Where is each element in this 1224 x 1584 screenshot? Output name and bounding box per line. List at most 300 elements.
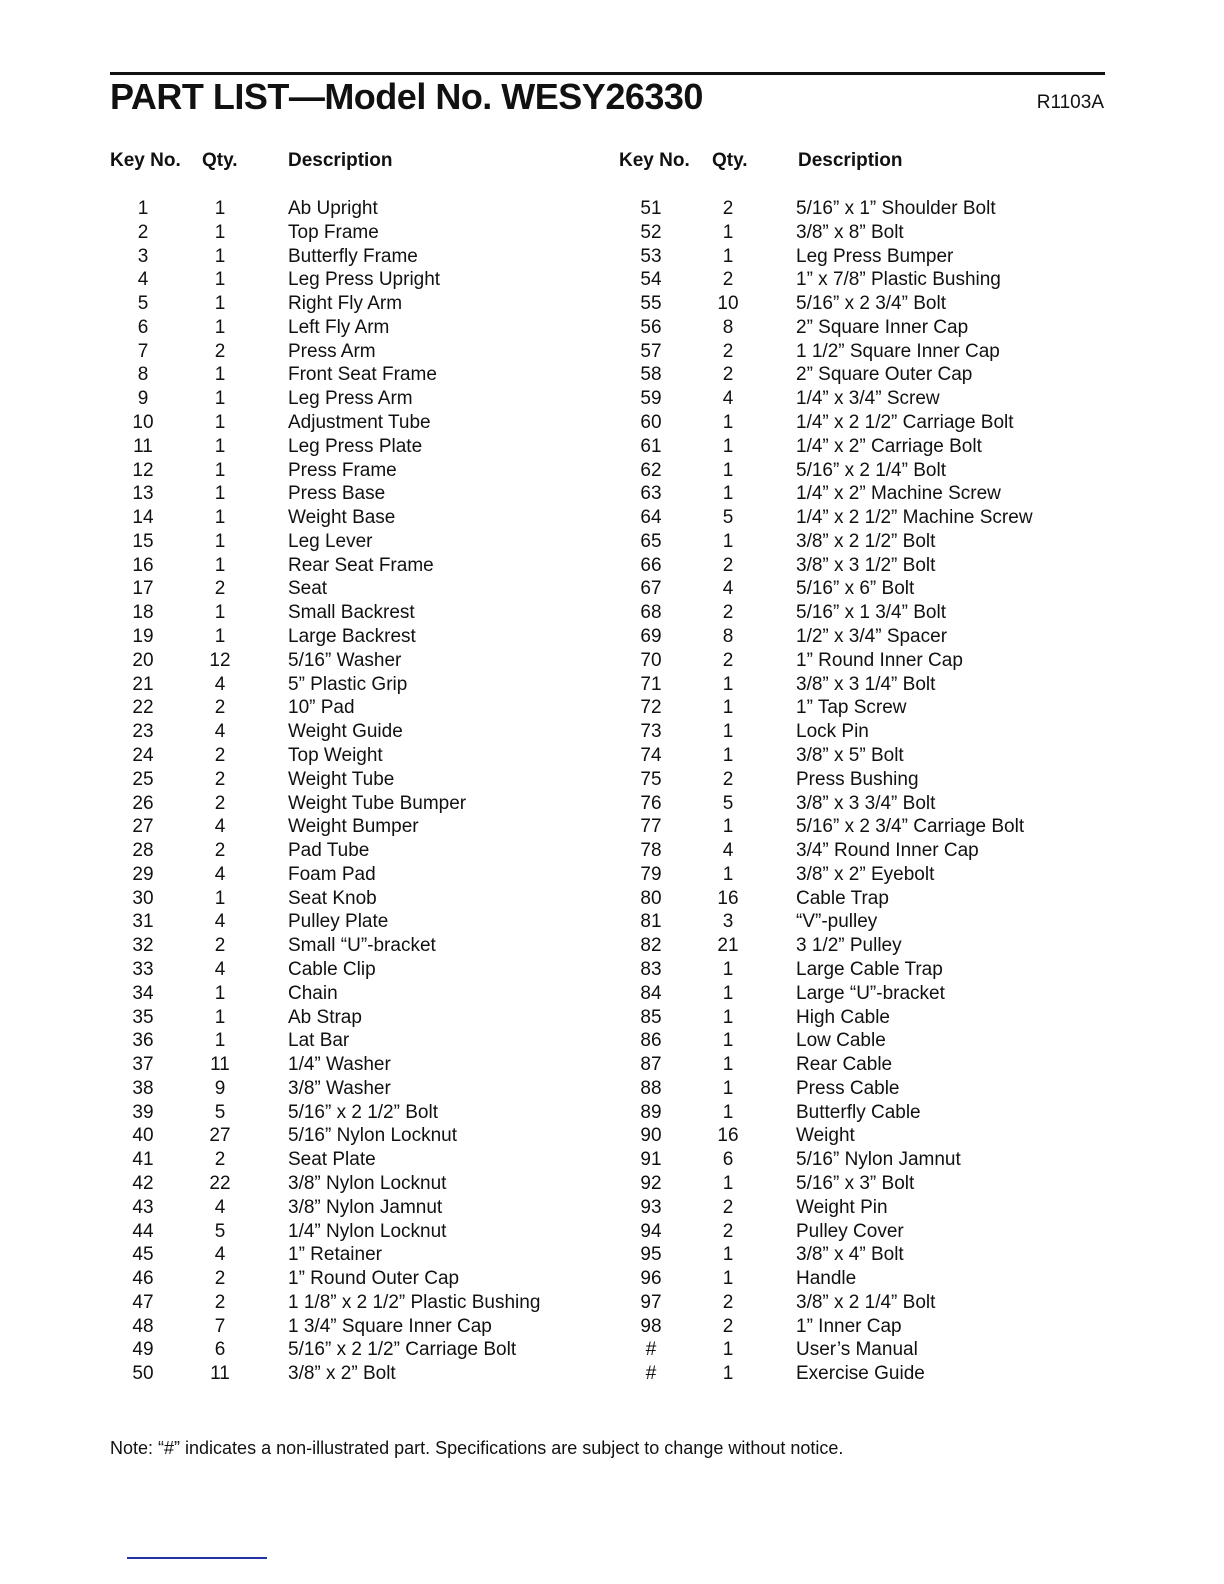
part-key: 38: [132, 1077, 154, 1099]
part-key: 72: [640, 697, 662, 719]
part-key: 27: [132, 816, 154, 838]
part-qty: 1: [214, 626, 226, 648]
part-qty: 1: [722, 1172, 734, 1194]
part-description: “V”-pulley: [796, 911, 878, 933]
part-key: 44: [132, 1220, 154, 1242]
part-description: Leg Lever: [288, 530, 373, 552]
part-key: 53: [640, 245, 662, 267]
part-qty: 1: [214, 602, 226, 624]
part-qty: 3: [722, 911, 734, 933]
part-description: Rear Cable: [796, 1054, 893, 1076]
part-description: Left Fly Arm: [288, 316, 390, 338]
part-key: 64: [640, 507, 662, 529]
part-description: 1/4” Washer: [288, 1054, 391, 1076]
part-key: 24: [132, 744, 154, 766]
part-key: 61: [640, 435, 662, 457]
part-key: 43: [132, 1196, 154, 1218]
part-qty: 2: [722, 364, 734, 386]
part-qty: 12: [209, 649, 231, 671]
part-qty: 21: [717, 935, 739, 957]
part-description: Rear Seat Frame: [288, 554, 434, 576]
part-description: 3/8” x 5” Bolt: [796, 744, 904, 766]
part-description: 1/4” x 3/4” Screw: [796, 388, 940, 410]
part-description: 10” Pad: [288, 697, 355, 719]
part-description: 3/8” x 8” Bolt: [796, 221, 904, 243]
part-qty: 1: [214, 887, 226, 909]
part-description: 3/8” x 2 1/2” Bolt: [796, 530, 936, 552]
part-qty: 1: [722, 245, 734, 267]
part-description: Weight Base: [288, 507, 396, 529]
part-description: Large Backrest: [288, 626, 416, 648]
part-qty: 1: [722, 483, 734, 505]
part-key: 70: [640, 649, 662, 671]
part-key: 79: [640, 863, 662, 885]
part-qty: 2: [722, 602, 734, 624]
part-description: 5/16” Nylon Jamnut: [796, 1149, 961, 1171]
part-qty: 1: [722, 530, 734, 552]
part-key: 82: [640, 935, 662, 957]
part-qty: 6: [722, 1149, 734, 1171]
header-description-right: Description: [798, 150, 903, 171]
part-qty: 1: [214, 507, 226, 529]
part-description: Large “U”-bracket: [796, 982, 945, 1004]
part-description: Pulley Cover: [796, 1220, 904, 1242]
part-qty: 4: [214, 816, 226, 838]
part-qty: 4: [214, 863, 226, 885]
part-qty: 2: [214, 935, 226, 957]
part-qty: 2: [214, 744, 226, 766]
part-description: Exercise Guide: [796, 1363, 925, 1385]
part-key: #: [645, 1339, 657, 1361]
part-key: 9: [137, 388, 149, 410]
part-description: 5” Plastic Grip: [288, 673, 408, 695]
part-qty: 1: [722, 1244, 734, 1266]
part-key: 26: [132, 792, 154, 814]
part-description: Butterfly Cable: [796, 1101, 921, 1123]
part-qty: 1: [214, 269, 226, 291]
part-qty: 2: [214, 768, 226, 790]
part-description: Weight Tube: [288, 768, 395, 790]
part-description: 5/16” x 2 1/4” Bolt: [796, 459, 946, 481]
part-key: 71: [640, 673, 662, 695]
part-description: 3/8” x 3 1/2” Bolt: [796, 554, 936, 576]
part-qty: 4: [214, 911, 226, 933]
part-qty: 2: [214, 697, 226, 719]
part-key: 16: [132, 554, 154, 576]
part-key: 58: [640, 364, 662, 386]
part-qty: 1: [722, 221, 734, 243]
part-key: 7: [137, 340, 149, 362]
part-description: Cable Trap: [796, 887, 889, 909]
part-description: Seat Plate: [288, 1149, 376, 1171]
part-qty: 1: [214, 245, 226, 267]
part-qty: 1: [214, 198, 226, 219]
part-description: 5/16” x 2 3/4” Bolt: [796, 293, 946, 315]
part-qty: 4: [722, 578, 734, 600]
part-key: 29: [132, 863, 154, 885]
part-description: 3/8” Nylon Jamnut: [288, 1196, 443, 1218]
part-qty: 2: [722, 198, 734, 219]
part-description: 1” Round Outer Cap: [288, 1268, 460, 1290]
part-description: 1/4” x 2 1/2” Machine Screw: [796, 507, 1033, 529]
part-qty: 1: [722, 863, 734, 885]
part-key: 69: [640, 626, 662, 648]
part-qty: 2: [722, 269, 734, 291]
part-key: 15: [132, 530, 154, 552]
part-key: 45: [132, 1244, 154, 1266]
part-key: 35: [132, 1006, 154, 1028]
part-key: 67: [640, 578, 662, 600]
part-description: Foam Pad: [288, 863, 376, 885]
part-qty: 1: [214, 435, 226, 457]
part-key: 36: [132, 1030, 154, 1052]
part-key: 56: [640, 316, 662, 338]
part-description: Cable Clip: [288, 958, 376, 980]
part-description: Leg Press Arm: [288, 388, 413, 410]
part-qty: 7: [214, 1315, 226, 1337]
part-description: Weight Pin: [796, 1196, 888, 1218]
part-qty: 1: [214, 1006, 226, 1028]
part-qty: 2: [722, 1196, 734, 1218]
part-key: 97: [640, 1291, 662, 1313]
part-description: 1 1/2” Square Inner Cap: [796, 340, 1000, 362]
part-key: 20: [132, 649, 154, 671]
part-qty: 1: [214, 388, 226, 410]
part-qty: 4: [214, 721, 226, 743]
part-qty: 1: [214, 316, 226, 338]
part-qty: 6: [214, 1339, 226, 1361]
part-description: 1/2” x 3/4” Spacer: [796, 626, 948, 648]
header-description-left: Description: [288, 150, 393, 171]
part-key: 49: [132, 1339, 154, 1361]
part-qty: 2: [722, 649, 734, 671]
part-description: 5/16” x 1” Shoulder Bolt: [796, 198, 996, 219]
part-qty: 2: [214, 1291, 226, 1313]
part-key: 17: [132, 578, 154, 600]
part-key: 3: [137, 245, 149, 267]
part-qty: 1: [214, 982, 226, 1004]
part-description: Large Cable Trap: [796, 958, 943, 980]
part-qty: 4: [722, 388, 734, 410]
part-qty: 1: [214, 364, 226, 386]
part-key: 12: [132, 459, 154, 481]
part-key: 93: [640, 1196, 662, 1218]
part-key: 60: [640, 412, 662, 434]
part-key: 18: [132, 602, 154, 624]
part-description: 3/8” x 2” Eyebolt: [796, 863, 935, 885]
part-qty: 1: [722, 721, 734, 743]
part-description: 5/16” Nylon Locknut: [288, 1125, 457, 1147]
header-qty-right: Qty.: [712, 150, 748, 171]
part-qty: 2: [214, 792, 226, 814]
part-description: Weight: [796, 1125, 855, 1147]
part-key: 95: [640, 1244, 662, 1266]
part-key: 10: [132, 412, 154, 434]
part-qty: 1: [722, 435, 734, 457]
part-qty: 1: [722, 412, 734, 434]
part-description: Press Cable: [796, 1077, 900, 1099]
part-key: 31: [132, 911, 154, 933]
part-description: 3/8” x 2” Bolt: [288, 1363, 396, 1385]
part-description: 1/4” x 2 1/2” Carriage Bolt: [796, 412, 1014, 434]
part-key: 6: [137, 316, 149, 338]
part-qty: 1: [722, 744, 734, 766]
part-qty: 11: [210, 1363, 230, 1385]
part-description: Press Frame: [288, 459, 397, 481]
part-qty: 2: [722, 1291, 734, 1313]
part-qty: 1: [722, 697, 734, 719]
part-key: 30: [132, 887, 154, 909]
part-description: Butterfly Frame: [288, 245, 418, 267]
part-qty: 2: [214, 340, 226, 362]
part-description: Seat Knob: [288, 887, 377, 909]
part-description: 1” Tap Screw: [796, 697, 907, 719]
part-key: 73: [640, 721, 662, 743]
part-qty: 1: [722, 1339, 734, 1361]
part-description: Small “U”-bracket: [288, 935, 436, 957]
part-description: Lat Bar: [288, 1030, 350, 1052]
part-key: 94: [640, 1220, 662, 1242]
part-qty: 1: [722, 1077, 734, 1099]
part-key: 55: [640, 293, 662, 315]
part-key: 25: [132, 768, 154, 790]
part-description: 1” x 7/8” Plastic Bushing: [796, 269, 1001, 291]
header-key-right: Key No.: [619, 150, 690, 171]
part-key: 19: [132, 626, 154, 648]
part-key: 48: [132, 1315, 154, 1337]
part-qty: 2: [214, 840, 226, 862]
part-description: Top Weight: [288, 744, 383, 766]
part-qty: 4: [722, 840, 734, 862]
part-description: Right Fly Arm: [288, 293, 403, 315]
part-description: Pad Tube: [288, 840, 370, 862]
part-qty: 1: [722, 958, 734, 980]
part-key: 80: [640, 887, 662, 909]
part-description: 1/4” x 2” Machine Screw: [796, 483, 1001, 505]
part-qty: 10: [717, 293, 739, 315]
part-key: 65: [640, 530, 662, 552]
part-qty: 5: [722, 507, 734, 529]
part-qty: 8: [722, 316, 734, 338]
part-qty: 1: [214, 221, 226, 243]
part-description: 1” Inner Cap: [796, 1315, 902, 1337]
part-key: 96: [640, 1268, 662, 1290]
part-key: 74: [640, 744, 662, 766]
part-key: 81: [640, 911, 662, 933]
part-description: 1” Round Inner Cap: [796, 649, 963, 671]
part-description: Pulley Plate: [288, 911, 389, 933]
part-key: 88: [640, 1077, 662, 1099]
part-description: 1/4” Nylon Locknut: [288, 1220, 447, 1242]
part-qty: 2: [214, 1149, 226, 1171]
part-description: Press Bushing: [796, 768, 919, 790]
part-key: 42: [132, 1172, 154, 1194]
part-description: Ab Upright: [288, 198, 378, 219]
part-description: 5/16” x 3” Bolt: [796, 1172, 915, 1194]
part-key: 11: [133, 435, 153, 457]
part-qty: 11: [210, 1054, 230, 1076]
part-description: Press Arm: [288, 340, 376, 362]
part-key: 40: [132, 1125, 154, 1147]
part-description: Weight Bumper: [288, 816, 419, 838]
part-key: 86: [640, 1030, 662, 1052]
part-description: Small Backrest: [288, 602, 415, 624]
part-description: Leg Press Upright: [288, 269, 441, 291]
part-key: 5: [137, 293, 149, 315]
part-key: 4: [137, 269, 149, 291]
part-description: 5/16” x 1 3/4” Bolt: [796, 602, 946, 624]
part-description: Press Base: [288, 483, 386, 505]
part-qty: 1: [722, 459, 734, 481]
part-key: 34: [132, 982, 154, 1004]
part-description: 2” Square Outer Cap: [796, 364, 973, 386]
part-description: 3/8” x 3 3/4” Bolt: [796, 792, 936, 814]
part-description: Low Cable: [796, 1030, 886, 1052]
top-rule: [110, 72, 1105, 75]
part-qty: 4: [214, 1244, 226, 1266]
part-key: 47: [132, 1291, 154, 1313]
part-description: 1 1/8” x 2 1/2” Plastic Bushing: [288, 1291, 541, 1313]
part-qty: 2: [722, 768, 734, 790]
part-qty: 2: [722, 1315, 734, 1337]
part-key: 32: [132, 935, 154, 957]
part-description: Seat: [288, 578, 328, 600]
part-key: 85: [640, 1006, 662, 1028]
part-description: Top Frame: [288, 221, 379, 243]
footnote: Note: “#” indicates a non-illustrated part. Specifications are subject to change without notice.: [110, 1438, 844, 1458]
part-key: 87: [640, 1054, 662, 1076]
part-description: 2” Square Inner Cap: [796, 316, 969, 338]
part-key: 68: [640, 602, 662, 624]
part-description: 3 1/2” Pulley: [796, 935, 902, 957]
part-qty: 8: [722, 626, 734, 648]
part-qty: 27: [209, 1125, 231, 1147]
part-qty: 1: [722, 673, 734, 695]
part-description: 1/4” x 2” Carriage Bolt: [796, 435, 982, 457]
part-key: 2: [137, 221, 149, 243]
part-key: 22: [132, 697, 154, 719]
part-key: 13: [132, 483, 154, 505]
part-qty: 1: [722, 1030, 734, 1052]
part-key: 50: [132, 1363, 154, 1385]
part-key: #: [645, 1363, 657, 1385]
part-key: 77: [640, 816, 662, 838]
part-description: 3/8” Nylon Locknut: [288, 1172, 447, 1194]
part-key: 21: [132, 673, 154, 695]
part-description: 5/16” x 2 1/2” Carriage Bolt: [288, 1339, 517, 1361]
part-description: Weight Guide: [288, 721, 403, 743]
part-key: 75: [640, 768, 662, 790]
part-qty: 16: [717, 1125, 739, 1147]
part-description: 3/8” x 3 1/4” Bolt: [796, 673, 936, 695]
part-qty: 1: [722, 982, 734, 1004]
part-description: Adjustment Tube: [288, 412, 431, 434]
part-key: 57: [640, 340, 662, 362]
part-description: High Cable: [796, 1006, 890, 1028]
part-key: 8: [137, 364, 149, 386]
part-qty: 1: [722, 816, 734, 838]
part-description: 3/4” Round Inner Cap: [796, 840, 979, 862]
part-description: Leg Press Bumper: [796, 245, 954, 267]
part-description: Leg Press Plate: [288, 435, 423, 457]
part-qty: 4: [214, 1196, 226, 1218]
part-key: 90: [640, 1125, 662, 1147]
part-description: 5/16” Washer: [288, 649, 402, 671]
part-description: Chain: [288, 982, 338, 1004]
part-qty: 1: [214, 459, 226, 481]
part-qty: 1: [722, 1054, 734, 1076]
part-description: 5/16” x 2 3/4” Carriage Bolt: [796, 816, 1025, 838]
header-key-left: Key No.: [110, 150, 181, 171]
part-key: 39: [132, 1101, 154, 1123]
part-qty: 22: [209, 1172, 231, 1194]
part-key: 62: [640, 459, 662, 481]
revision-code: R1103A: [1036, 92, 1104, 113]
part-description: Ab Strap: [288, 1006, 362, 1028]
header-qty-left: Qty.: [202, 150, 238, 171]
part-description: 3/8” x 2 1/4” Bolt: [796, 1291, 936, 1313]
part-key: 84: [640, 982, 662, 1004]
part-description: 5/16” x 2 1/2” Bolt: [288, 1101, 438, 1123]
part-description: 3/8” Washer: [288, 1077, 391, 1099]
part-qty: 1: [214, 483, 226, 505]
part-qty: 1: [214, 554, 226, 576]
part-qty: 5: [214, 1220, 226, 1242]
part-key: 91: [640, 1149, 662, 1171]
part-description: 1 3/4” Square Inner Cap: [288, 1315, 492, 1337]
part-key: 41: [132, 1149, 154, 1171]
part-key: 76: [640, 792, 662, 814]
part-key: 63: [640, 483, 662, 505]
page-title: PART LIST—Model No. WESY26330: [110, 76, 703, 117]
part-description: 5/16” x 6” Bolt: [796, 578, 915, 600]
part-description: 1” Retainer: [288, 1244, 382, 1266]
part-qty: 4: [214, 958, 226, 980]
part-qty: 1: [214, 293, 226, 315]
part-key: 37: [132, 1054, 154, 1076]
part-key: 89: [640, 1101, 662, 1123]
part-qty: 5: [722, 792, 734, 814]
part-qty: 16: [717, 887, 739, 909]
part-qty: 9: [214, 1077, 226, 1099]
part-description: Front Seat Frame: [288, 364, 437, 386]
part-qty: 2: [214, 1268, 226, 1290]
part-qty: 2: [722, 1220, 734, 1242]
part-qty: 2: [722, 340, 734, 362]
part-key: 23: [132, 721, 154, 743]
part-key: 33: [132, 958, 154, 980]
part-description: Lock Pin: [796, 721, 869, 743]
part-qty: 1: [722, 1363, 734, 1385]
part-qty: 1: [722, 1006, 734, 1028]
part-qty: 1: [722, 1268, 734, 1290]
part-qty: 5: [214, 1101, 226, 1123]
part-key: 14: [132, 507, 154, 529]
part-description: Handle: [796, 1268, 857, 1290]
part-key: 66: [640, 554, 662, 576]
part-description: 3/8” x 4” Bolt: [796, 1244, 904, 1266]
part-key: 92: [640, 1172, 662, 1194]
part-key: 46: [132, 1268, 154, 1290]
part-key: 59: [640, 388, 662, 410]
part-key: 52: [640, 221, 662, 243]
part-key: 78: [640, 840, 662, 862]
part-key: 83: [640, 958, 662, 980]
part-qty: 1: [214, 1030, 226, 1052]
part-key: 51: [640, 198, 662, 219]
part-description: Weight Tube Bumper: [288, 792, 467, 814]
part-qty: 2: [214, 578, 226, 600]
